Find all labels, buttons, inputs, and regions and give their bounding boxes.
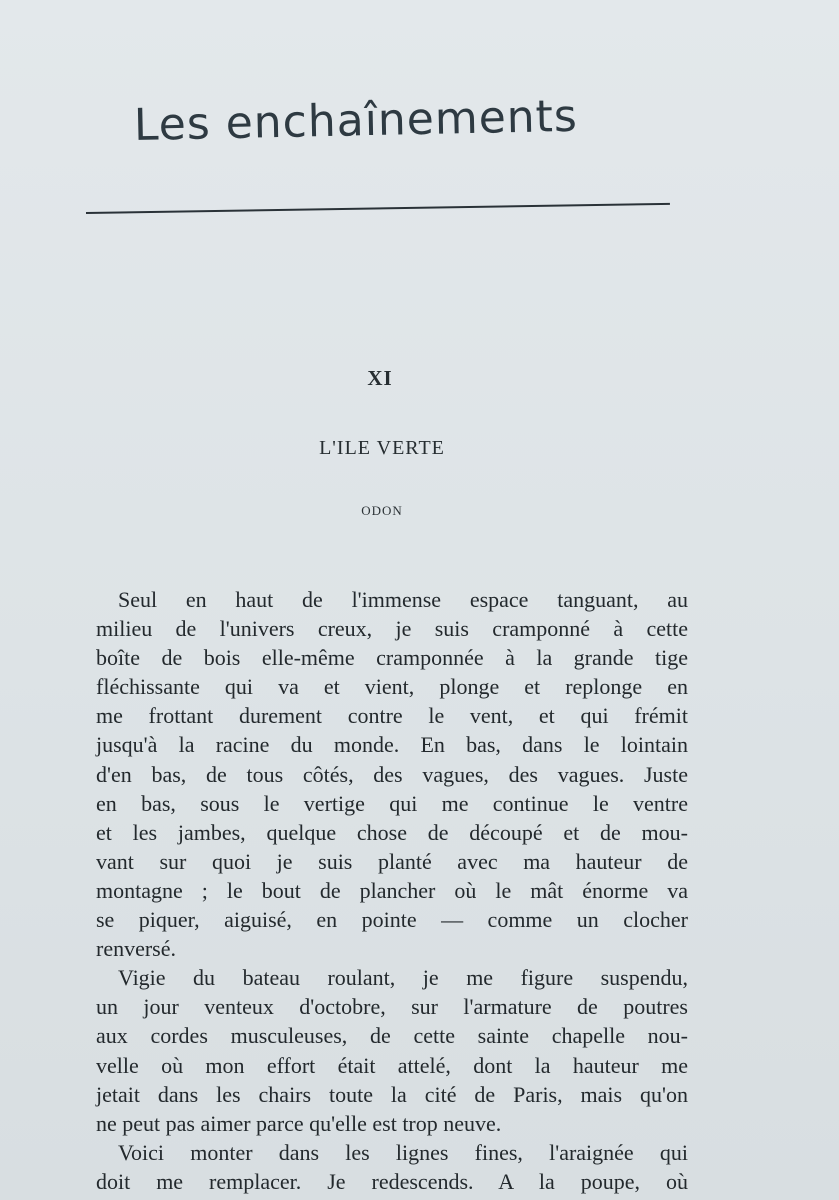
text-line: vant sur quoi je suis planté avec ma hauteur de: [96, 848, 688, 874]
text-line: Voici monter dans les lignes fines, l'araignée qui: [118, 1139, 688, 1165]
text-line: en bas, sous le vertige qui me continue le ventre: [96, 790, 688, 816]
text-line: d'en bas, de tous côtés, des vagues, des vagues. Juste: [96, 761, 688, 787]
character-name: ODON: [361, 503, 403, 518]
text-line: montagne ; le bout de plancher où le mât énorme va: [96, 877, 688, 903]
text-line: fléchissante qui va et vient, plonge et replonge en: [96, 674, 688, 700]
text-line: renversé.: [96, 936, 177, 962]
text-line: jusqu'à la racine du monde. En bas, dans le lointain: [96, 732, 688, 758]
text-line: boîte de bois elle-même cramponnée à la grande tige: [96, 645, 688, 671]
text-line: jetait dans les chairs toute la cité de Paris, mais qu'on: [96, 1081, 688, 1107]
chapter-number: XI: [367, 366, 393, 390]
text-line: milieu de l'univers creux, je suis cramponné à cette: [96, 616, 688, 642]
text-line: un jour venteux d'octobre, sur l'armature de poutres: [96, 994, 688, 1020]
paragraph-2: [96, 963, 688, 1138]
text-line: Seul en haut de l'immense espace tanguant, au: [118, 587, 688, 612]
paragraph-1: [96, 585, 688, 963]
text-line: me frottant durement contre le vent, et qui frémit: [96, 703, 688, 729]
chapter-title: L'ILE VERTE: [319, 437, 445, 459]
text-line: aux cordes musculeuses, de cette sainte chapelle nou-: [96, 1023, 688, 1049]
running-title: Les enchaînements: [133, 90, 579, 151]
paragraph-3: [96, 1138, 688, 1196]
text-line: et les jambes, quelque chose de découpé et de mou-: [96, 819, 688, 845]
text-line: Vigie du bateau roulant, je me figure suspendu,: [118, 965, 688, 991]
body-text: [96, 585, 688, 1196]
text-line: ne peut pas aimer parce qu'elle est trop neuve.: [96, 1110, 502, 1136]
text-line: doit me remplacer. Je redescends. A la poupe, où: [96, 1168, 688, 1194]
text-line: se piquer, aiguisé, en pointe — comme un clocher: [96, 907, 688, 933]
title-rule: [86, 203, 670, 214]
text-line: velle où mon effort était attelé, dont la hauteur me: [96, 1052, 688, 1078]
